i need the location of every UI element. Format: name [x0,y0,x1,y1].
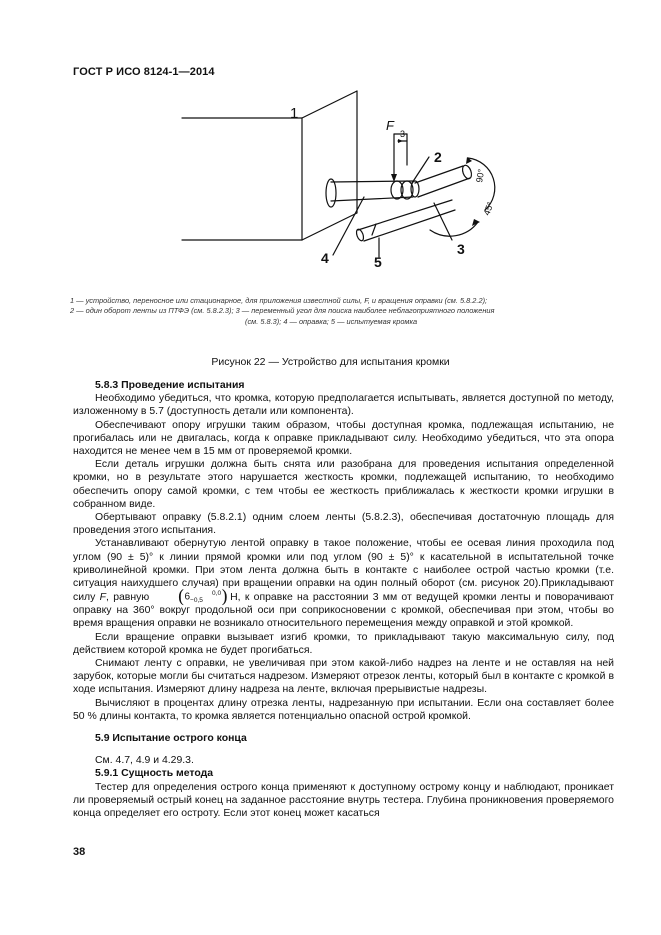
angle-arc-3 [430,222,478,236]
paragraph: Если вращение оправки вызывает изгиб кромки, то прикладывают такую максимальную силу, под действием которой кромка не будет прогибаться. [73,631,614,656]
leader-4 [333,197,364,255]
angle-90-label: 90° [474,168,487,184]
paragraph-force: Устанавливают обернутую лентой оправку в такое положение, чтобы ее осевая линия проходила под углом (90 ± 5)° к линии прямой кромки или под углом (90 ± 5)° к касательной в испытательной точке криволинейной кромки. При этом лента должна быть в контакте с наиболее острой частью кромки (т.е. ситуация наихудшего случая) при вращении оправки на один полный оборот (см. рисунок 20).Прикладывают силу F, равную (6 0,0 −0,5 ) Н, к оправке на расстоянии 3 мм от ведущей кромки ленты и поворачивают оправку на 360° вокруг продольной оси при соприкосновении с кромкой, обеспечивая при этом, чтобы во время вращения оправки не возникало относительного перемещения между оправкой и этой кромкой. [73,538,614,630]
legend-line-2: 2 — один оборот ленты из ПТФЭ (см. 5.8.2.3); 3 — переменный угол для поиска наиболее неблагоприятного положения [70,306,495,316]
figure-label-5: 5 [374,254,382,270]
paragraph: Снимают ленту с оправки, не увеличивая при этом какой-либо надрез на ленте и не оставляя на ней зарубок, которые могли бы считаться надрезом. Измеряют отрезок ленты, который был в контакте с кромкой в ходе испытания. Измеряют длину надреза на ленте, включая прерывистые надрезы. [73,658,614,696]
legend-line-3: (см. 5.8.3); 4 — оправка; 5 — испытуемая кромка [245,316,418,326]
paragraph: Необходимо убедиться, что кромка, которую предполагается испытывать, является доступной по методу, изложенному в 5.7 (доступность детали или компонента). [73,393,614,418]
figure-label-4: 4 [321,250,329,266]
paragraph: Если деталь игрушки должна быть снята или разобрана для проведения испытания определенной кромки, но в результате этого нарушается жесткость кромки, подлежащей испытанию, то необходимо обеспечить опору самой кромки, с тем чтобы ее жесткость приближалась к жесткости кромки игрушки в собранном виде. [73,459,614,510]
paragraph: Обертывают оправку (5.8.2.1) одним слоем ленты (5.8.2.3), обеспечивая достаточную площадь для проведения этого испытания. [73,512,614,537]
figure-legend [70,296,600,327]
document-header: ГОСТ Р ИСО 8124-1—2014 [73,66,215,78]
page-number: 38 [73,846,86,858]
section-5-9-title: 5.9 Испытание острого конца [95,733,247,745]
leader-3 [434,203,452,240]
paragraph: Тестер для определения острого конца применяют к доступному острому концу и наблюдают, проникает ли проверяемый острый конец на заданное расстояние внутрь тестера. Глубина проникновения проверяемого конца определяет его остроту. Если этот конец может касаться [73,781,614,820]
ptfe-tape [391,181,413,199]
figure-title: Рисунок 22 — Устройство для испытания кромки [211,356,450,368]
force-label: F [386,118,394,133]
test-device-figure [0,0,661,300]
force-value: (6 0,0 −0,5 ) [177,586,229,608]
legend-line-1: 1 — устройство, переносное или стационарное, для приложения известной силы, F, и вращения оправки (см. 5.8.2.2); [70,296,488,305]
figure-label-2: 2 [434,149,442,165]
paragraph: Вычисляют в процентах длину отрезка ленты, надрезанную при испытании. Если она составляет более 50 % длины контакта, то кромка является потенциально опасной острой кромкой. [73,697,614,722]
body-text [73,379,614,820]
force-symbol: F [99,592,107,604]
figure-label-3: 3 [457,241,465,257]
section-5-9-1-title: 5.9.1 Сущность метода [95,768,214,780]
angle-45-label: 45° [481,200,496,217]
paragraph: См. 4.7, 4.9 и 4.29.3. [95,755,194,767]
device-box [182,91,357,240]
section-5-8-3-title: 5.8.3 Проведение испытания [95,380,245,391]
dimension-label: 3 [400,129,406,139]
paragraph: Обеспечивают опору игрушки таким образом, чтобы доступная кромка, подлежащая испытанию, не прогибалась или не двигалась, когда к оправке прикладывают силу. Необходимо убедиться, что эта опора находится не менее чем в 15 мм от проверяемой кромки. [73,419,614,458]
figure-label-1: 1 [290,105,299,122]
